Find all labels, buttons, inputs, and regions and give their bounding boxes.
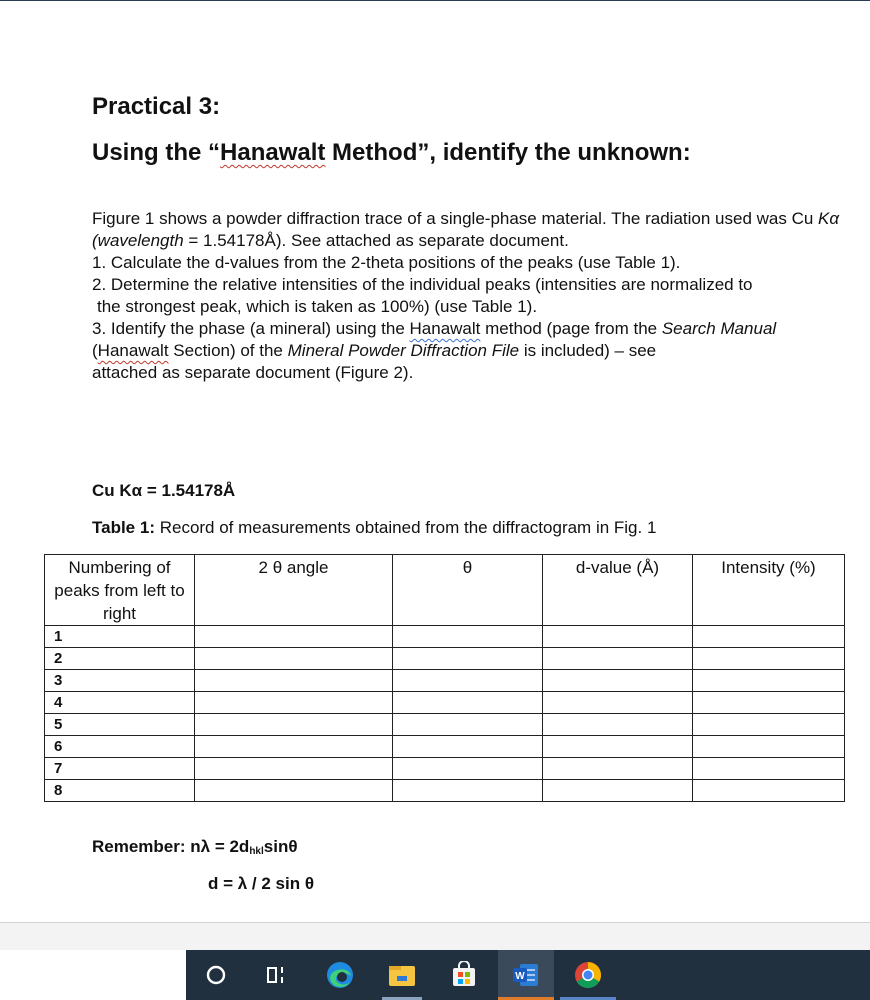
text-run: Mineral Powder Diffraction File	[287, 341, 520, 360]
formula-part: sinθ	[263, 837, 298, 856]
table-cell[interactable]	[393, 758, 543, 780]
text-run: (wavelength	[92, 231, 184, 250]
page-title: Practical 3:	[92, 93, 221, 120]
caption-text: Record of measurements obtained from the diffractogram in Fig. 1	[154, 518, 657, 537]
edge-button[interactable]	[312, 950, 368, 1000]
instructions-paragraph	[92, 208, 852, 384]
table-cell[interactable]	[195, 626, 393, 648]
table-cell[interactable]	[393, 714, 543, 736]
table-cell[interactable]	[393, 692, 543, 714]
table-row	[45, 648, 845, 670]
table-cell[interactable]	[693, 736, 845, 758]
word-button[interactable]	[498, 950, 554, 1000]
table-cell[interactable]	[693, 626, 845, 648]
table-cell[interactable]	[195, 780, 393, 802]
list-item-continuation: attached as separate document (Figure 2).	[92, 363, 414, 382]
measurements-table	[44, 554, 845, 802]
text-run: Section) of the	[168, 341, 288, 360]
formula-part: Remember: nλ = 2d	[92, 837, 250, 856]
spellcheck-word[interactable]: Hanawalt	[220, 139, 326, 166]
taskbar	[0, 950, 870, 1000]
text-run: is included) – see	[519, 341, 657, 360]
table-cell[interactable]	[393, 780, 543, 802]
table-row	[45, 692, 845, 714]
table-row	[45, 736, 845, 758]
table-cell[interactable]	[543, 736, 693, 758]
table-cell[interactable]	[393, 648, 543, 670]
table-cell[interactable]	[393, 626, 543, 648]
table-cell[interactable]	[195, 736, 393, 758]
peak-number[interactable]: 6	[45, 736, 195, 758]
column-header[interactable]: Intensity (%)	[693, 555, 845, 626]
search-button[interactable]	[188, 950, 244, 1000]
list-item: 2. Determine the relative intensities of the individual peaks (intensities are normalized to	[92, 275, 753, 294]
store-icon	[450, 961, 478, 989]
table-cell[interactable]	[693, 714, 845, 736]
table-cell[interactable]	[693, 692, 845, 714]
peak-number[interactable]: 1	[45, 626, 195, 648]
table-cell[interactable]	[543, 692, 693, 714]
word-icon	[511, 961, 541, 989]
file-explorer-button[interactable]	[374, 950, 430, 1000]
text-run: Manual	[720, 319, 777, 338]
table-row	[45, 758, 845, 780]
page-subtitle	[92, 139, 691, 167]
table-row	[45, 670, 845, 692]
spellcheck-word[interactable]: Hanawalt	[97, 341, 169, 360]
list-item: 1. Calculate the d-values from the 2-theta positions of the peaks (use Table 1).	[92, 253, 681, 272]
d-spacing-formula: d = λ / 2 sin θ	[208, 874, 315, 893]
table-cell[interactable]	[693, 648, 845, 670]
table-cell[interactable]	[195, 648, 393, 670]
table-cell[interactable]	[543, 648, 693, 670]
edge-icon	[325, 960, 355, 990]
formula-subscript: hkl	[249, 846, 264, 857]
subtitle-part: Method”, identify the unknown:	[325, 139, 691, 166]
text-run: = 1.54178Å). See attached as separate document.	[183, 231, 569, 250]
table-cell[interactable]	[393, 736, 543, 758]
task-view-button[interactable]	[248, 950, 304, 1000]
table-cell[interactable]	[543, 780, 693, 802]
list-item	[92, 318, 852, 362]
text-run: method (page from the	[480, 319, 662, 338]
chrome-icon	[573, 960, 603, 990]
table-cell[interactable]	[195, 758, 393, 780]
window-top-border	[0, 0, 870, 1]
table-cell[interactable]	[693, 758, 845, 780]
page-gap	[0, 923, 870, 950]
list-item-continuation: the strongest peak, which is taken as 100%) (use Table 1).	[97, 297, 538, 316]
table-cell[interactable]	[693, 670, 845, 692]
column-header[interactable]: 2 θ angle	[195, 555, 393, 626]
peak-number[interactable]: 4	[45, 692, 195, 714]
column-header[interactable]: Numbering of peaks from left to right	[45, 555, 195, 626]
text-run: Kα	[818, 209, 840, 228]
table-cell[interactable]	[543, 714, 693, 736]
taskbar-background	[186, 950, 870, 1000]
table-row	[45, 780, 845, 802]
column-header[interactable]: d-value (Å)	[543, 555, 693, 626]
subtitle-part: Using the “	[92, 139, 221, 166]
search-icon	[205, 964, 227, 986]
text-run: 3. Identify the phase (a mineral) using the	[92, 319, 410, 338]
task-view-icon	[264, 964, 288, 986]
text-run: Search	[661, 319, 716, 338]
column-header[interactable]: θ	[393, 555, 543, 626]
text-run: (	[92, 341, 98, 360]
table-cell[interactable]	[195, 670, 393, 692]
store-button[interactable]	[436, 950, 492, 1000]
intro-text	[92, 208, 852, 252]
table-cell[interactable]	[693, 780, 845, 802]
peak-number[interactable]: 2	[45, 648, 195, 670]
peak-number[interactable]: 8	[45, 780, 195, 802]
table-row	[45, 714, 845, 736]
peak-number[interactable]: 5	[45, 714, 195, 736]
wavelength-line: Cu Kα = 1.54178Å	[92, 481, 236, 500]
file-explorer-icon	[387, 962, 417, 988]
caption-label: Table 1:	[92, 518, 155, 537]
svg-text:W: W	[515, 971, 525, 982]
table-cell[interactable]	[543, 670, 693, 692]
table-cell[interactable]	[195, 714, 393, 736]
chrome-button[interactable]	[560, 950, 616, 1000]
peak-number[interactable]: 3	[45, 670, 195, 692]
spellcheck-word[interactable]: Hanawalt	[409, 319, 481, 338]
bragg-formula	[92, 837, 298, 857]
table-cell[interactable]	[393, 670, 543, 692]
table-cell[interactable]	[195, 692, 393, 714]
peak-number[interactable]: 7	[45, 758, 195, 780]
table-row	[45, 626, 845, 648]
table-cell[interactable]	[543, 758, 693, 780]
table-caption	[92, 518, 656, 538]
table-cell[interactable]	[543, 626, 693, 648]
text-run: Figure 1 shows a powder diffraction trace of a single-phase material. The radiation used was Cu	[92, 209, 819, 228]
